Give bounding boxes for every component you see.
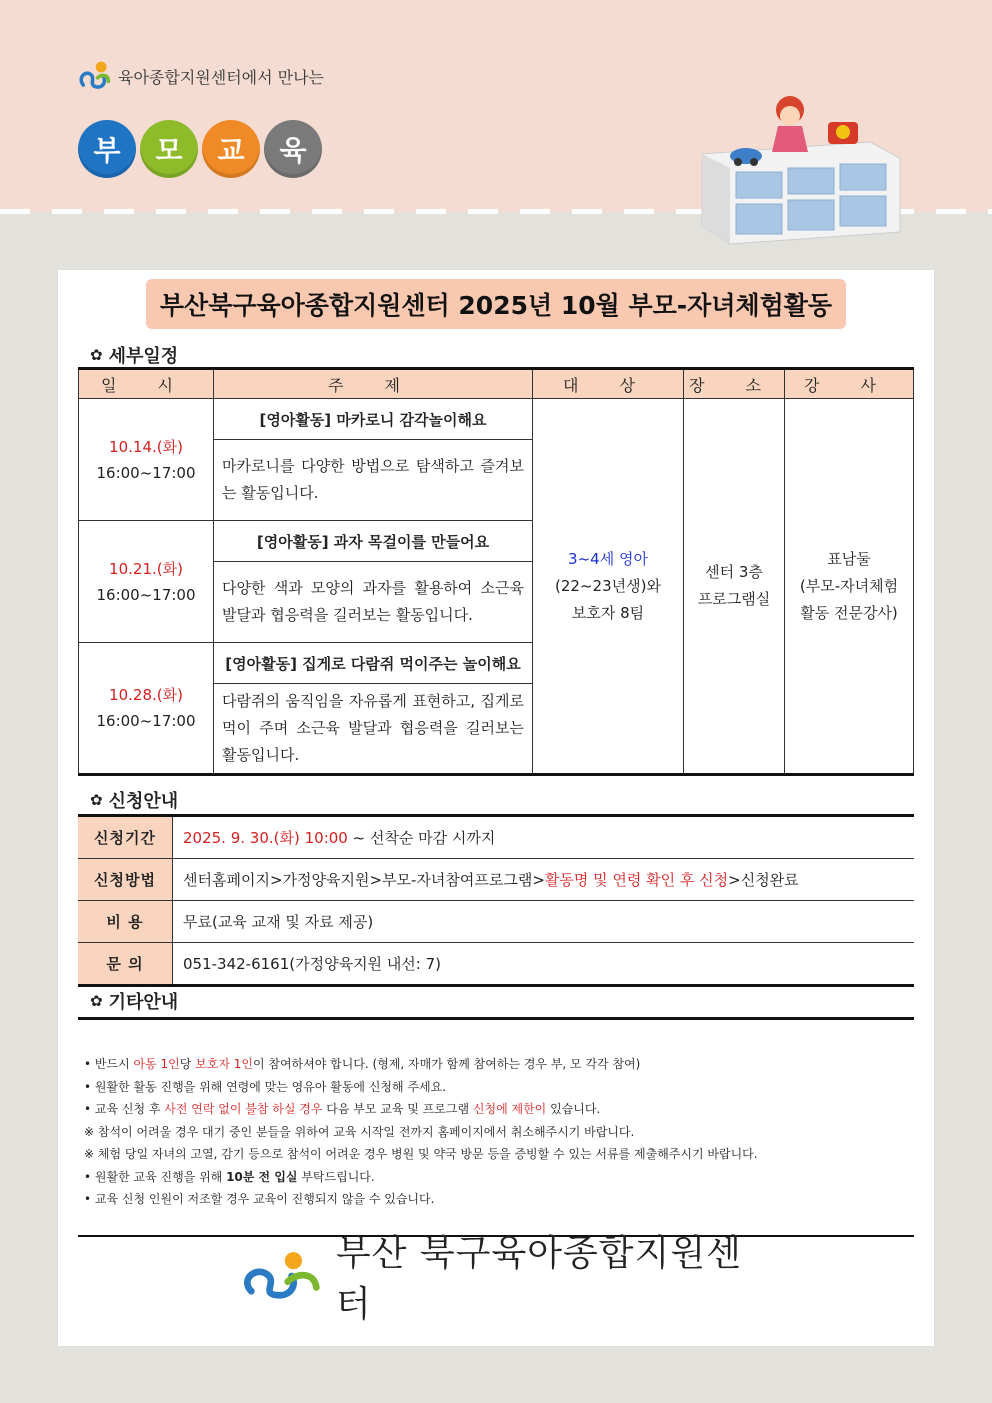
page-title: 부산북구육아종합지원센터 2025년 10월 부모-자녀체험활동 [146, 279, 846, 329]
etc-heading: 기타안내 [108, 992, 179, 1013]
header-subtitle [76, 58, 324, 94]
center-logo-icon [238, 1248, 326, 1304]
etc-section-title [90, 988, 178, 1014]
col-place: 장 소 [684, 369, 785, 399]
bubble-2: 모 [140, 120, 198, 178]
place-cell [684, 399, 785, 775]
flower-icon: ✿ [90, 346, 103, 364]
topic-description: 다양한 색과 모양의 과자를 활용하여 소근육 발달과 협응력을 길러보는 활동입니다. [214, 562, 533, 643]
table-row [78, 859, 914, 901]
table-row [78, 816, 914, 859]
method-highlight: 활동명 및 연령 확인 후 신청 [544, 871, 729, 889]
flower-icon: ✿ [90, 791, 103, 809]
period-start: 2025. 9. 30.(화) 10:00 [183, 829, 348, 847]
apply-heading: 신청안내 [108, 791, 179, 812]
center-logo-icon [76, 58, 112, 94]
table-row [78, 943, 914, 986]
etc-divider [78, 1017, 914, 1020]
list-item: • 반드시 아동 1인당 보호자 1인이 참여하셔야 합니다. (형제, 자매가 함께 참여하는 경우 부, 모 각각 참여) [84, 1057, 641, 1071]
topic-description: 다람쥐의 움직임을 자유롭게 표현하고, 집게로 먹이 주며 소근육 발달과 협응력을 길러보는 활동입니다. [214, 684, 533, 775]
subtitle-text: 육아종합지원센터에서 만나는 [118, 67, 325, 87]
toy-shelf-illustration [690, 92, 910, 252]
method-end: >신청완료 [728, 871, 799, 889]
target-age: 3~4세 영아 [568, 549, 648, 568]
session-time: 16:00~17:00 [96, 712, 196, 730]
period-end: ~ 선착순 마감 시까지 [347, 829, 496, 847]
period-label: 신청기간 [78, 816, 173, 859]
list-item: • 교육 신청 인원이 저조할 경우 교육이 진행되지 않을 수 있습니다. [84, 1192, 435, 1206]
bubble-4: 육 [264, 120, 322, 178]
method-label: 신청방법 [78, 859, 173, 901]
topic-title: [영아활동] 과자 목걸이를 만들어요 [214, 521, 533, 562]
target-count: 보호자 8팀 [571, 603, 645, 622]
notes-list [84, 1053, 914, 1211]
contact-value: 051-342-6161(가정양육지원 내선: 7) [173, 943, 915, 986]
table-row [78, 901, 914, 943]
instructor-title-2: 활동 전문강사) [800, 603, 898, 622]
instructor-title-1: (부모-자녀체험 [799, 576, 899, 595]
col-topic: 주 제 [214, 369, 533, 399]
instructor-cell [785, 399, 914, 775]
document-page [58, 270, 934, 1346]
schedule-heading: 세부일정 [108, 346, 179, 367]
session-time: 16:00~17:00 [96, 585, 196, 604]
cost-label: 비 용 [78, 901, 173, 943]
schedule-table [78, 367, 914, 776]
period-value [173, 816, 915, 859]
method-value [173, 859, 915, 901]
date-cell [79, 399, 214, 521]
list-item: ※ 체험 당일 자녀의 고열, 감기 등으로 참석이 어려운 경우 병원 및 약국 방문 등을 증빙할 수 있는 서류를 제출해주시기 바랍니다. [84, 1147, 758, 1161]
bubble-3: 교 [202, 120, 260, 178]
schedule-section-title [90, 342, 178, 368]
target-detail: (22~23년생)와 [555, 576, 661, 595]
cost-value: 무료(교육 교재 및 자료 제공) [173, 901, 915, 943]
topic-description: 마카로니를 다양한 방법으로 탐색하고 즐겨보는 활동입니다. [214, 440, 533, 521]
target-cell [533, 399, 684, 775]
session-time: 16:00~17:00 [96, 463, 196, 482]
session-date: 10.14.(화) [109, 437, 183, 456]
schedule-header-row [79, 369, 914, 399]
date-cell [79, 521, 214, 643]
col-datetime: 일 시 [79, 369, 214, 399]
col-target: 대 상 [533, 369, 684, 399]
table-row [79, 399, 914, 440]
footer [238, 1233, 758, 1325]
contact-label: 문 의 [78, 943, 173, 986]
place-room: 프로그램실 [697, 590, 771, 608]
list-item: • 원활한 교육 진행을 위해 10분 전 입실 부탁드립니다. [84, 1169, 375, 1184]
col-instructor: 강 사 [785, 369, 914, 399]
session-date: 10.21.(화) [109, 559, 183, 578]
parent-education-logo [78, 120, 322, 178]
list-item: ※ 참석이 어려울 경우 대기 중인 분들을 위하여 교육 시작일 전까지 홈페이지에서 취소해주시기 바랍니다. [84, 1124, 635, 1139]
apply-section-title [90, 787, 178, 813]
list-item: • 원활한 활동 진행을 위해 연령에 맞는 영유아 활동에 신청해 주세요. [84, 1079, 447, 1094]
apply-info-table [78, 814, 914, 987]
place-floor: 센터 3층 [705, 563, 763, 581]
flower-icon: ✿ [90, 992, 103, 1010]
date-cell [79, 643, 214, 775]
method-path: 센터홈페이지>가정양육지원>부모-자녀참여프로그램> [183, 871, 545, 889]
topic-title: [영아활동] 집게로 다람쥐 먹이주는 놀이해요 [214, 643, 533, 684]
org-name: 부산 북구육아종합지원센터 [335, 1233, 742, 1325]
list-item: • 교육 신청 후 사전 연락 없이 불참 하실 경우 다음 부모 교육 및 프로그램 신청에 제한이 있습니다. [84, 1102, 601, 1116]
topic-title: [영아활동] 마카로니 감각놀이해요 [214, 399, 533, 440]
session-date: 10.28.(화) [109, 686, 183, 704]
bubble-1: 부 [78, 120, 136, 178]
instructor-name: 표남둘 [827, 549, 871, 568]
